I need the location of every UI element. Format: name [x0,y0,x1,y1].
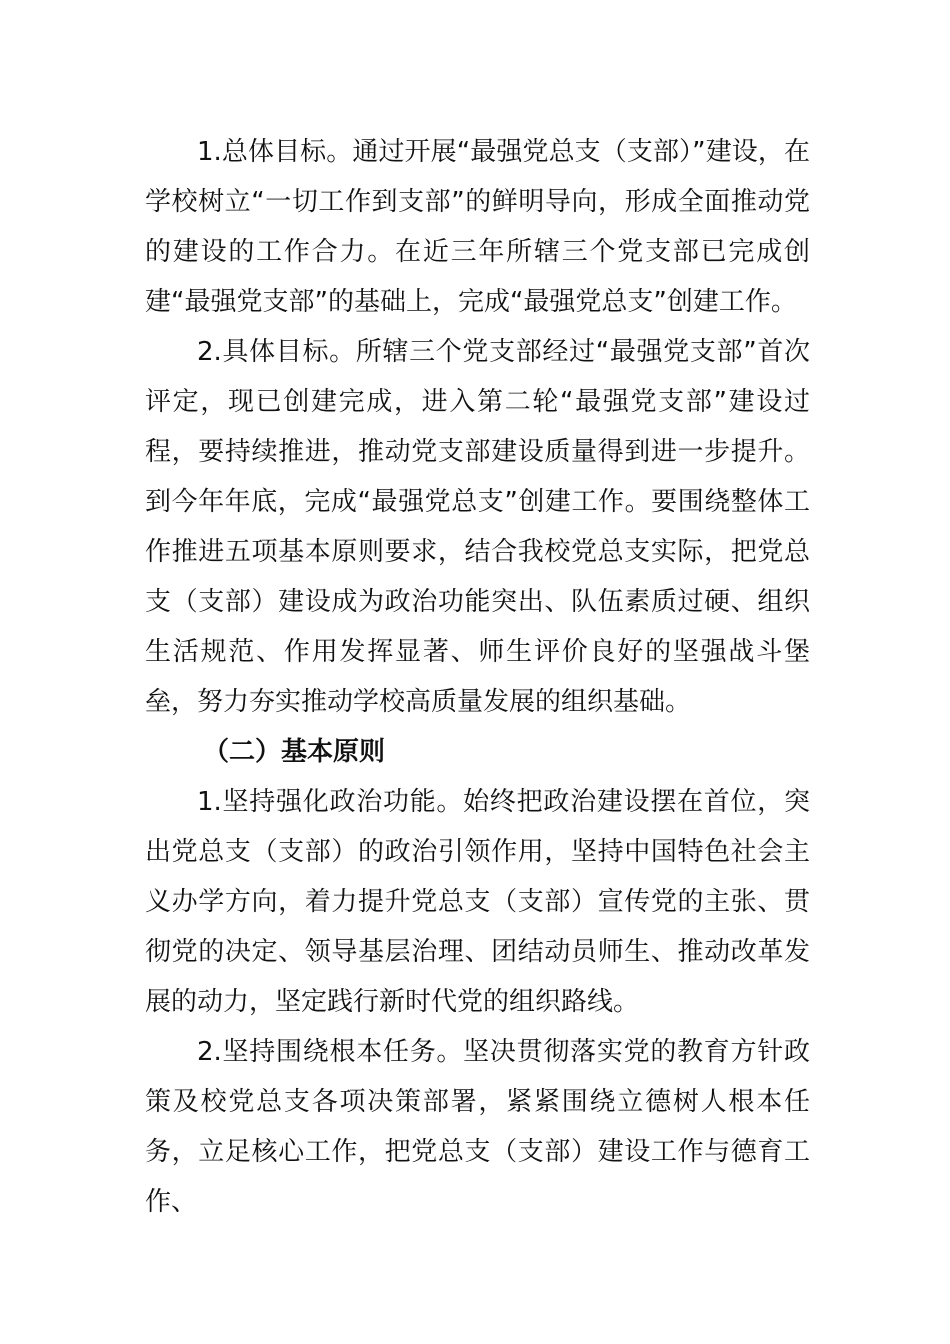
paragraph-overall-goal: 1.总体目标。通过开展“最强党总支（支部）”建设，在学校树立“一切工作到支部”的鲜明导向，形成全面推动党的建设的工作合力。在近三年所辖三个党支部已完成创建“最强党支部”的基础上，完成“最强党总支”创建工作。 [145,137,810,317]
paragraph-principle-political-function: 1.坚持强化政治功能。始终把政治建设摆在首位，突出党总支（支部）的政治引领作用，坚持中国特色社会主义办学方向，着力提升党总支（支部）宣传党的主张、贯彻党的决定、领导基层治理、团结动员师生、推动改革发展的动力，坚定践行新时代党的组织路线。 [145,787,810,1017]
paragraph-specific-goal: 2.具体目标。所辖三个党支部经过“最强党支部”首次评定，现已创建完成，进入第二轮“最强党支部”建设过程，要持续推进，推动党支部建设质量得到进一步提升。到今年年底，完成“最强党总支”创建工作。要围绕整体工作推进五项基本原则要求，结合我校党总支实际，把党总支（支部）建设成为政治功能突出、队伍素质过硬、组织生活规范、作用发挥显著、师生评价良好的坚强战斗堡垒，努力夯实推动学校高质量发展的组织基础。 [145,337,810,717]
section-heading-basic-principles: （二）基本原则 [203,737,386,767]
document-body [145,127,810,1227]
paragraph-principle-fundamental-task: 2.坚持围绕根本任务。坚决贯彻落实党的教育方针政策及校党总支各项决策部署，紧紧围绕立德树人根本任务，立足核心工作，把党总支（支部）建设工作与德育工作、 [145,1037,810,1217]
